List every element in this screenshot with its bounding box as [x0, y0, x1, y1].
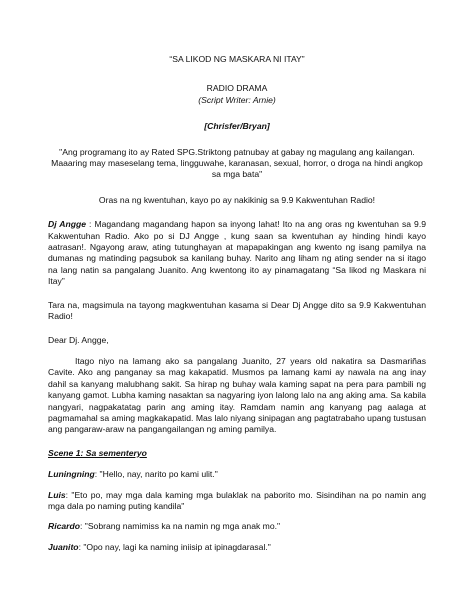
speaker-name: Juanito — [48, 541, 79, 552]
speaker-name: Luningning — [48, 469, 95, 480]
dialogue-line — [48, 469, 426, 480]
dialogue-line — [48, 490, 426, 513]
dialogue-text: : "Opo nay, lagi ka naming iniisip at ipinagdarasal." — [78, 541, 271, 552]
scene-heading: Scene 1: Sa sementeryo — [48, 447, 147, 458]
dialogue-text: : "Hello, nay, narito po kami ulit." — [94, 469, 218, 480]
intro-line: Oras na ng kwentuhan, kayo po ay nakikinig sa 9.9 Kakwentuhan Radio! — [98, 194, 376, 205]
dialogue-text: : "Sobrang namimiss ka na namin ng mga anak mo." — [80, 521, 281, 532]
script-writer: (Script Writer: Arnie) — [198, 94, 276, 105]
cast-credit: [Chrisfer/Bryan] — [204, 121, 270, 132]
drama-title: “SA LIKOD NG MASKARA NI ITAY” — [169, 54, 305, 64]
dialogue-text: : "Eto po, may mga dala kaming mga bulaklak na paborito mo. Sisindihan na po namin ang mga dala po naming puting kandila" — [48, 489, 426, 511]
dj-paragraph — [48, 219, 426, 287]
rating-advisory: "Ang programang ito ay Rated SPG.Striktong patnubay at gabay ng magulang ang kailangan. Maaaring may maseselang tema, lingguwahe, karanasan, sexual, horror, o droga na hindi angkop sa mga bata" — [51, 146, 423, 180]
dj-speaker: Dj Angge — [48, 219, 87, 230]
drama-type: RADIO DRAMA — [206, 83, 268, 94]
letter-body: Itago niyo na lamang ako sa pangalang Juanito, 27 years old nakatira sa Dasmariñas Cavite. Ako ang panganay sa mag kakapatid. Musmos pa lamang kami ay nawala na ang inay dahil sa kanyang malubhang sakit. Sa hirap ng buhay wala kaming sapat na pera para pambili ng kanyang gamot. Lubha kaming nasaktan sa nagyaring iyon lalong lalo na ang aking ama. Sa kabila nangyari, nagpakatatag parin ang aming itay. Ramdam namin ang kanyang pag aalaga at pagmamahal sa aming magkakapatid. Mas lalo niyang sinipagan ang pagtatrabaho upang tustusan ang pangaraw-araw na pangangailangan ng aming pamilya. — [48, 355, 426, 435]
invite-paragraph: Tara na, magsimula na tayong magkwentuhan kasama si Dear Dj Angge dito sa 9.9 Kakwentuhan Radio! — [48, 299, 426, 322]
speaker-name: Luis — [48, 489, 66, 500]
dialogue-line — [48, 542, 426, 553]
dialogue-line — [48, 521, 426, 532]
dj-text: : Magandang magandang hapon sa inyong lahat! Ito na ang oras ng kwentuhan sa 9.9 Kakwentuhan Radio. Ako po si DJ Angge , kung saan sa kwentuhan ay hinding hindi kayo aatrasan!. Ngayong araw, ating tutunghayan at mapapakingan ang kwento ng isang pamilya na dumanas ng matinding pagsubok sa kanilang buhay. Narito ang liham ng ating sender na si itago na lang natin sa pangalang Juanito. Ang kwentong ito ay pinamagatang “Sa likod ng Maskara ni Itay” — [48, 219, 426, 287]
letter-salutation: Dear Dj. Angge, — [48, 334, 109, 345]
speaker-name: Ricardo — [48, 521, 80, 532]
